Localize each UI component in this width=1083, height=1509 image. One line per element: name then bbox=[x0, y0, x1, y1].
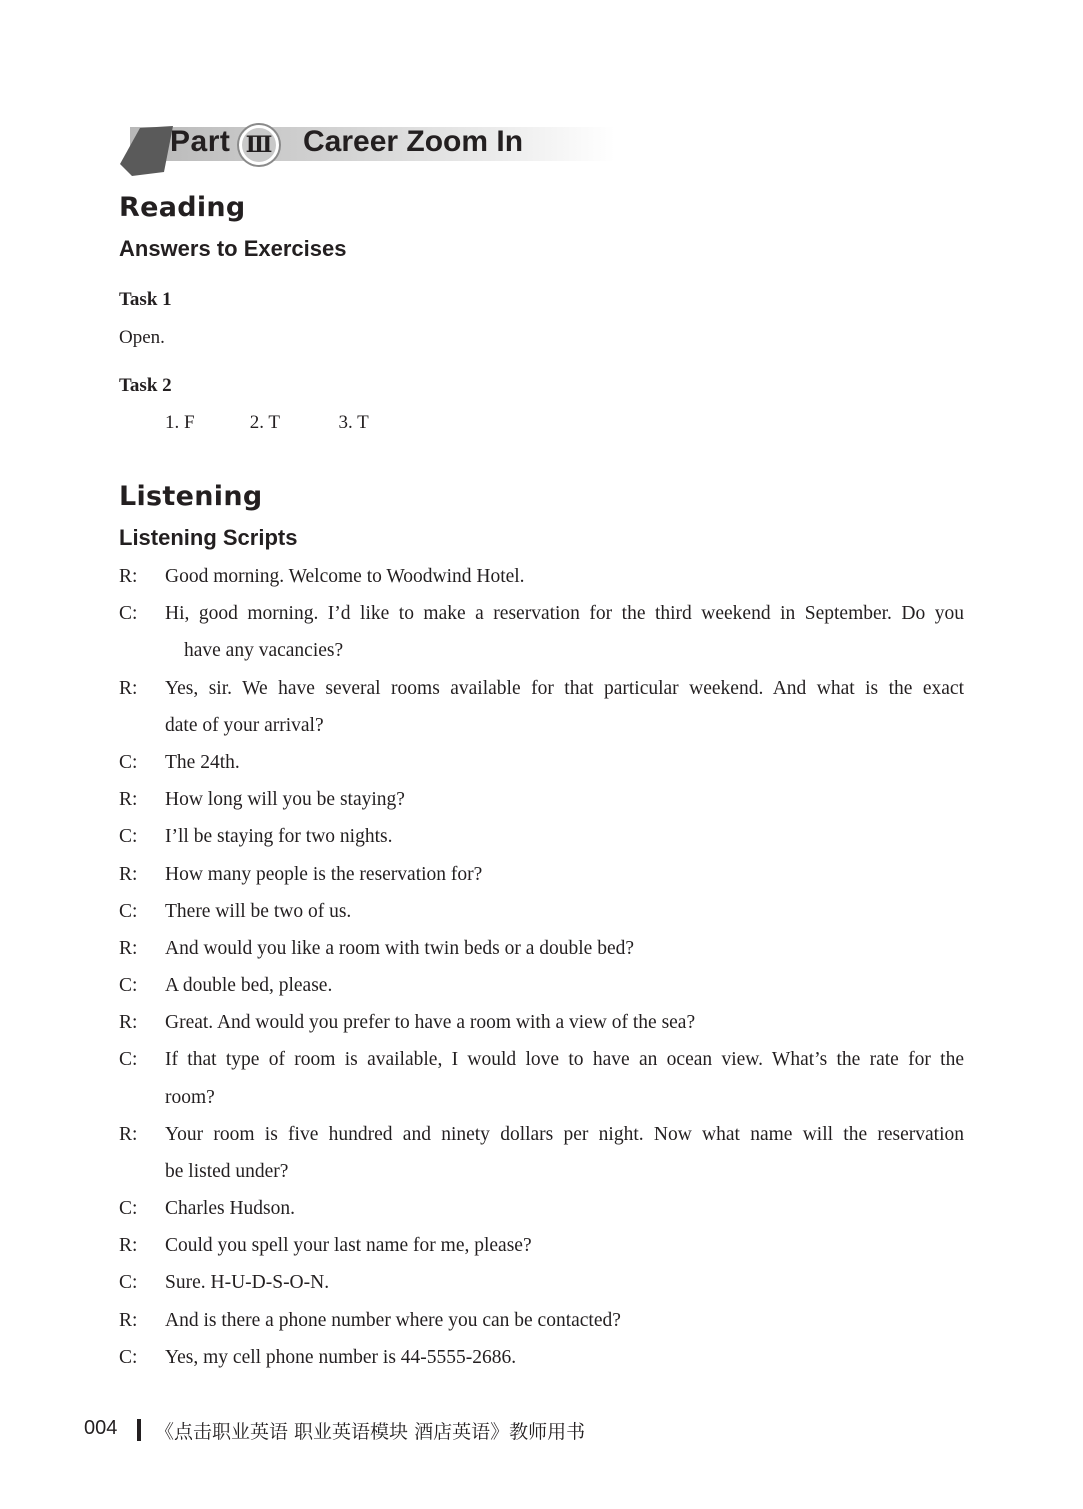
speaker-label: R: bbox=[119, 1310, 138, 1331]
speaker-label: R: bbox=[119, 678, 138, 699]
script-line: Yes, sir. We have several rooms available for that particular weekend. And what is the exact bbox=[165, 678, 964, 699]
part-banner bbox=[118, 118, 618, 176]
listening-heading: Listening bbox=[119, 481, 263, 512]
script-line: How many people is the reservation for? bbox=[165, 864, 483, 885]
scripts-subheading: Listening Scripts bbox=[119, 525, 298, 550]
page-number: 004 bbox=[84, 1417, 118, 1439]
speaker-label: R: bbox=[119, 1012, 138, 1033]
script-line: Great. And would you prefer to have a room with a view of the sea? bbox=[165, 1012, 696, 1033]
task2-label: Task 2 bbox=[119, 375, 172, 396]
reading-heading: Reading bbox=[119, 192, 246, 223]
script-line: And would you like a room with twin beds or a double bed? bbox=[165, 938, 634, 959]
task1-answer: Open. bbox=[119, 327, 165, 348]
task2-answer: 3. T bbox=[338, 412, 369, 433]
footer-divider bbox=[137, 1419, 141, 1441]
part-title: Career Zoom In bbox=[303, 125, 524, 158]
script-line-continued: be listed under? bbox=[165, 1161, 289, 1182]
script-line: Yes, my cell phone number is 44-5555-2686. bbox=[165, 1347, 517, 1368]
script-line: Sure. H-U-D-S-O-N. bbox=[165, 1272, 330, 1293]
script-line-continued: have any vacancies? bbox=[184, 640, 344, 661]
speaker-label: C: bbox=[119, 975, 138, 996]
script-line: Could you spell your last name for me, please? bbox=[165, 1235, 532, 1256]
task2-answer: 2. T bbox=[249, 412, 281, 433]
speaker-label: R: bbox=[119, 1235, 138, 1256]
task2-answers bbox=[165, 412, 369, 434]
task2-answer: 1. F bbox=[165, 412, 195, 433]
script-line: Your room is five hundred and ninety dollars per night. Now what name will the reservation bbox=[165, 1124, 964, 1145]
speaker-label: C: bbox=[119, 1198, 138, 1219]
speaker-label: C: bbox=[119, 1049, 138, 1070]
script-line: I’ll be staying for two nights. bbox=[165, 826, 393, 847]
script-line: And is there a phone number where you can be contacted? bbox=[165, 1310, 621, 1331]
speaker-label: C: bbox=[119, 752, 138, 773]
script-line: A double bed, please. bbox=[165, 975, 333, 996]
script-line-continued: room? bbox=[165, 1087, 215, 1108]
speaker-label: R: bbox=[119, 789, 138, 810]
speaker-label: R: bbox=[119, 566, 138, 587]
part-number-badge: Ⅲ bbox=[239, 125, 279, 165]
script-line: How long will you be staying? bbox=[165, 789, 405, 810]
answers-subheading: Answers to Exercises bbox=[119, 236, 347, 261]
part-label: Part bbox=[170, 125, 231, 158]
task1-label: Task 1 bbox=[119, 289, 172, 310]
script-line: Good morning. Welcome to Woodwind Hotel. bbox=[165, 566, 525, 587]
book-title: 《点击职业英语 职业英语模块 酒店英语》教师用书 bbox=[155, 1421, 586, 1443]
script-line: If that type of room is available, I would love to have an ocean view. What’s the rate for the bbox=[165, 1049, 964, 1070]
speaker-label: C: bbox=[119, 826, 138, 847]
speaker-label: R: bbox=[119, 864, 138, 885]
speaker-label: R: bbox=[119, 1124, 138, 1145]
script-line: There will be two of us. bbox=[165, 901, 352, 922]
speaker-label: C: bbox=[119, 1347, 138, 1368]
speaker-label: C: bbox=[119, 1272, 138, 1293]
speaker-label: C: bbox=[119, 901, 138, 922]
script-line-continued: date of your arrival? bbox=[165, 715, 324, 736]
script-line: The 24th. bbox=[165, 752, 240, 773]
speaker-label: R: bbox=[119, 938, 138, 959]
script-line: Charles Hudson. bbox=[165, 1198, 295, 1219]
speaker-label: C: bbox=[119, 603, 138, 624]
script-line: Hi, good morning. I’d like to make a reservation for the third weekend in September. Do you bbox=[165, 603, 964, 624]
